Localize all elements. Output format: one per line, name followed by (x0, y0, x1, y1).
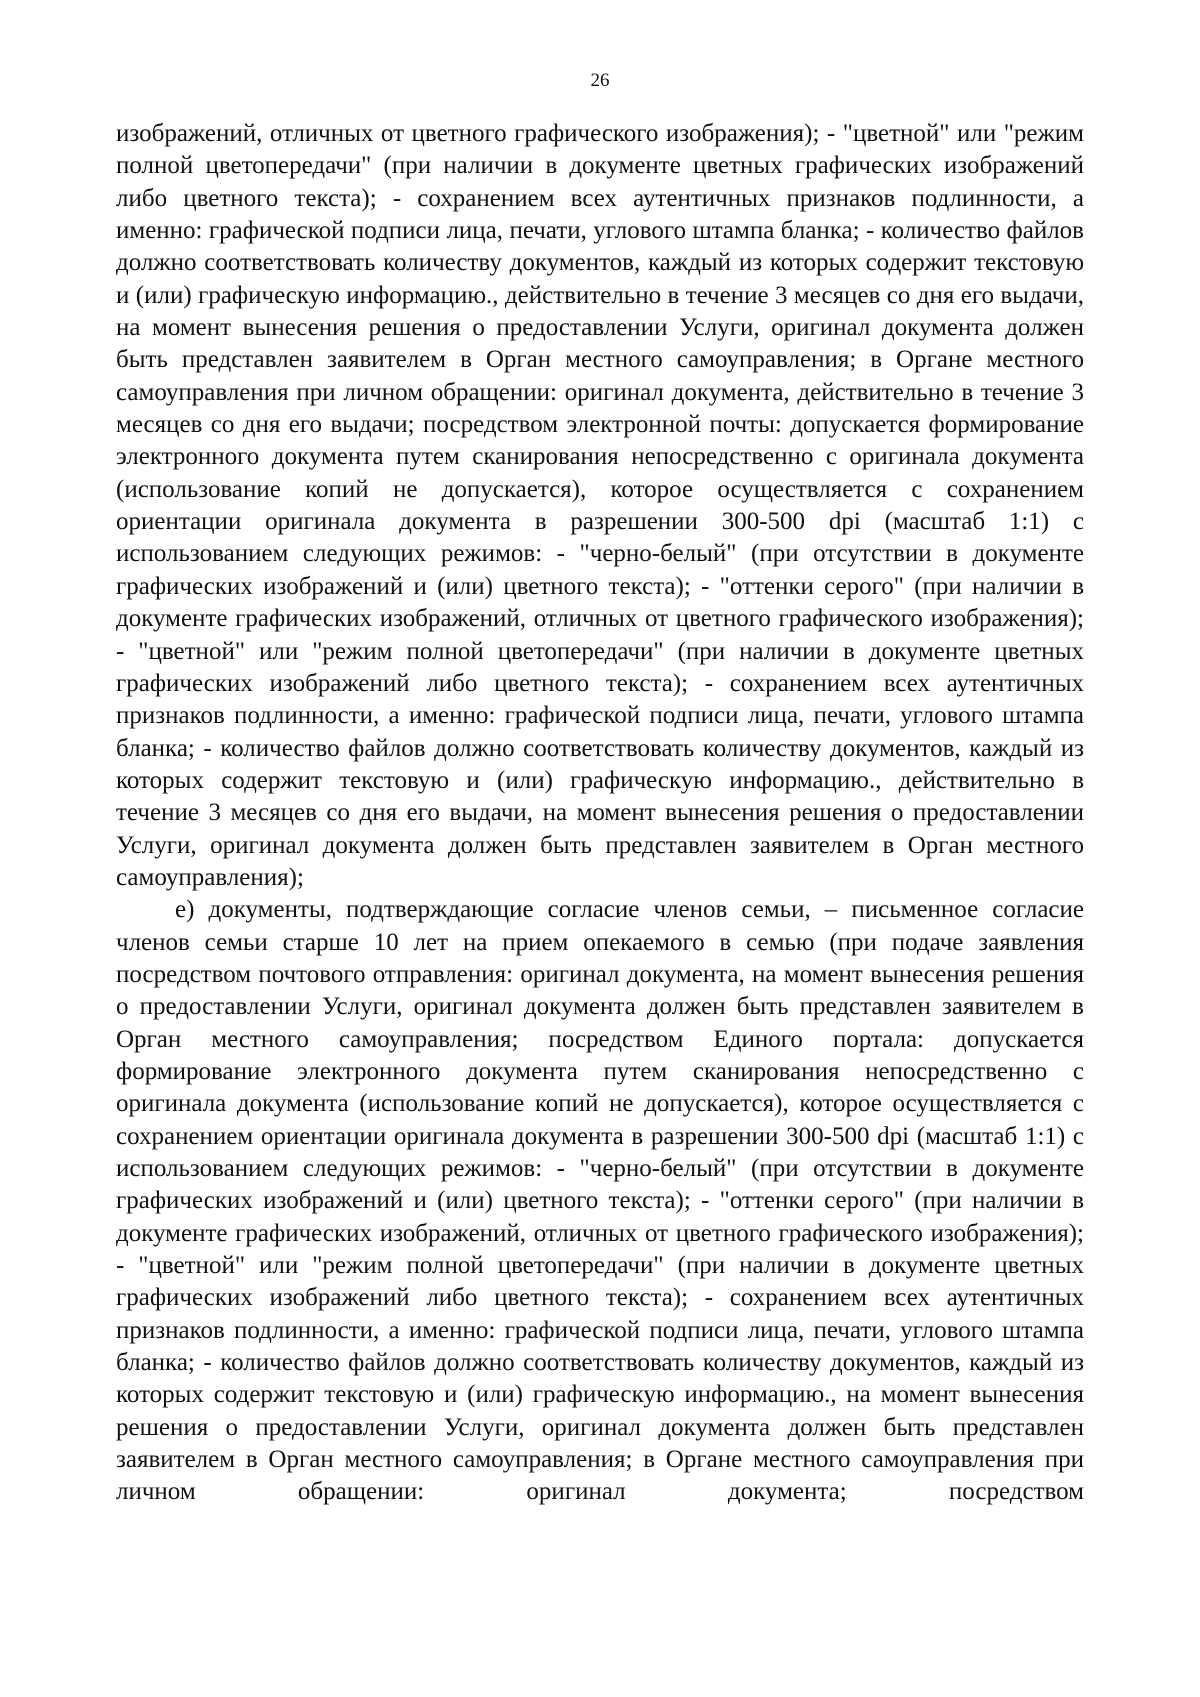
document-body (116, 118, 1084, 1509)
paragraph-item-e: е) документы, подтверждающие согласие членов семьи, – письменное согласие членов семьи старше 10 лет на прием опекаемого в семью (при подаче заявления посредством почтового отправления: оригинал документа, на момент вынесения решения о предоставлении Услуги, оригинал документа должен быть представлен заявителем в Орган местного самоуправления; посредством Единого портала: допускается формирование электронного документа путем сканирования непосредственно с оригинала документа (использование копий не допускается), которое осуществляется с сохранением ориентации оригинала документа в разрешении 300-500 dpi (масштаб 1:1) с использованием следующих режимов: - "черно-белый" (при отсутствии в документе графических изображений и (или) цветного текста); - "оттенки серого" (при наличии в документе графических изображений, отличных от цветного графического изображения); - "цветной" или "режим полной цветопередачи" (при наличии в документе цветных графических изображений либо цветного текста); - сохранением всех аутентичных признаков подлинности, а именно: графической подписи лица, печати, углового штампа бланка; - количество файлов должно соответствовать количеству документов, каждый из которых содержит текстовую и (или) графическую информацию., на момент вынесения решения о предоставлении Услуги, оригинал документа должен быть представлен заявителем в Орган местного самоуправления; в Органе местного самоуправления при личном обращении: оригинал документа; посредством (116, 896, 1084, 1506)
page-number: 26 (590, 70, 610, 91)
paragraph-continuation: изображений, отличных от цветного графического изображения); - "цветной" или "режим полной цветопередачи" (при наличии в документе цветных графических изображений либо цветного текста); - сохранением всех аутентичных признаков подлинности, а именно: графической подписи лица, печати, углового штампа бланка; - количество файлов должно соответствовать количеству документов, каждый из которых содержит текстовую и (или) графическую информацию., действительно в течение 3 месяцев со дня его выдачи, на момент вынесения решения о предоставлении Услуги, оригинал документа должен быть представлен заявителем в Орган местного самоуправления; в Органе местного самоуправления при личном обращении: оригинал документа, действительно в течение 3 месяцев со дня его выдачи; посредством электронной почты: допускается формирование электронного документа путем сканирования непосредственно с оригинала документа (использование копий не допускается), которое осуществляется с сохранением ориентации оригинала документа в разрешении 300-500 dpi (масштаб 1:1) с использованием следующих режимов: - "черно-белый" (при отсутствии в документе графических изображений и (или) цветного текста); - "оттенки серого" (при наличии в документе графических изображений, отличных от цветного графического изображения); - "цветной" или "режим полной цветопередачи" (при наличии в документе цветных графических изображений либо цветного текста); - сохранением всех аутентичных признаков подлинности, а именно: графической подписи лица, печати, углового штампа бланка; - количество файлов должно соответствовать количеству документов, каждый из которых содержит текстовую и (или) графическую информацию., действительно в течение 3 месяцев со дня его выдачи, на момент вынесения решения о предоставлении Услуги, оригинал документа должен быть представлен заявителем в Орган местного самоуправления); (116, 120, 1084, 891)
